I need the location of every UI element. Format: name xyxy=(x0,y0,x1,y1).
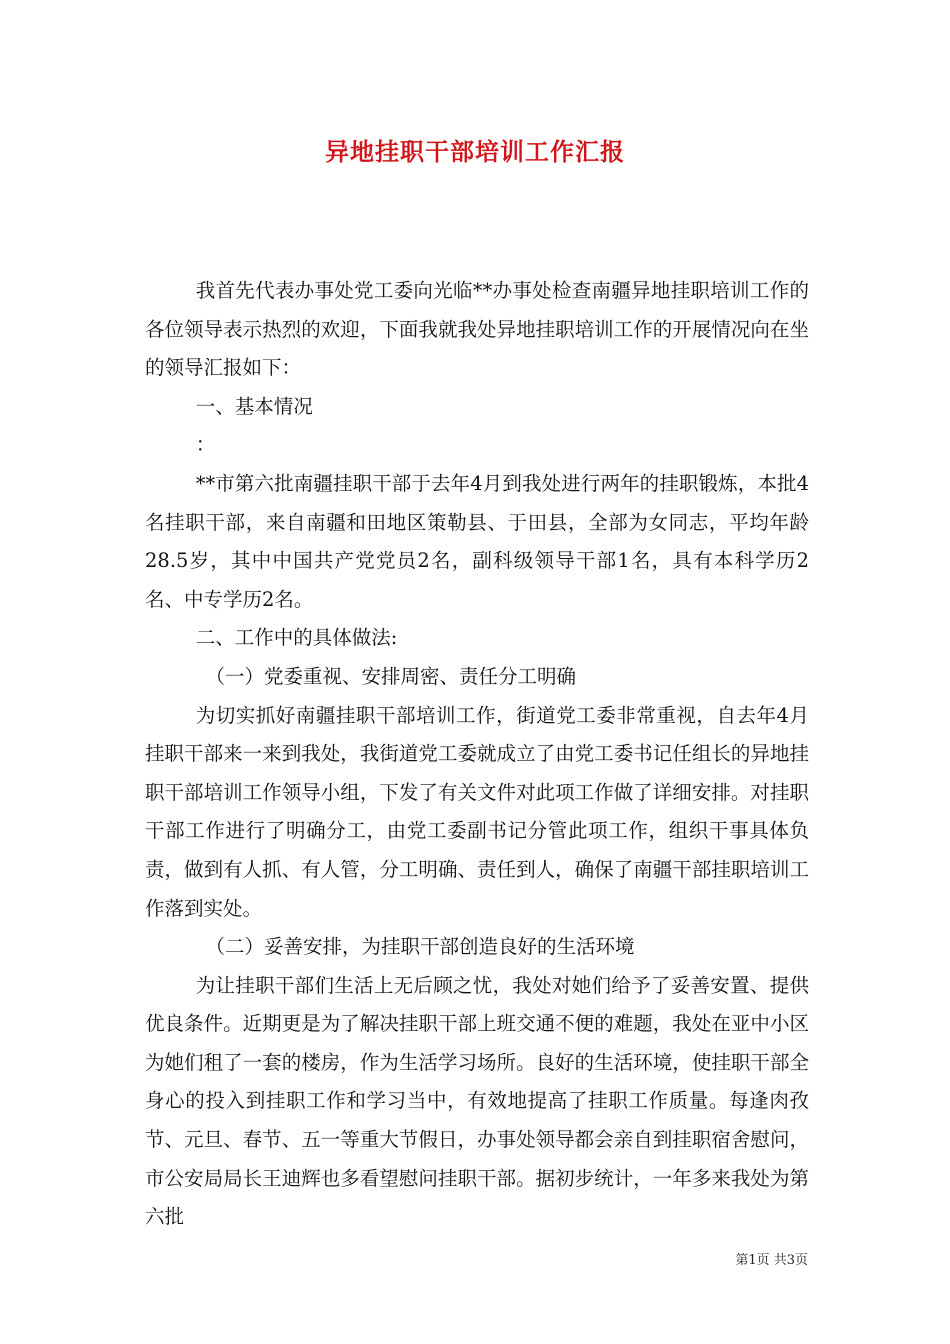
document-body xyxy=(145,272,809,1237)
colon-line: ： xyxy=(195,433,216,457)
section-heading-practices: 二、工作中的具体做法: xyxy=(195,626,398,650)
practice-1-paragraph: 为切实抓好南疆挂职干部培训工作，街道党工委非常重视，自去年4月挂职干部来一来到我处，我街道党工委就成立了由党工委书记任组长的异地挂职干部培训工作领导小组，下发了有关文件对此项工作做了详细安排。对挂职干部工作进行了明确分工，由党工委副书记分管此项工作，组织干事具体负责，做到有人抓、有人管，分工明确、责任到人，确保了南疆干部挂职培训工作落到实处。 xyxy=(145,703,809,920)
basic-info-paragraph: **市第六批南疆挂职干部于去年4月到我处进行两年的挂职锻炼，本批4名挂职干部，来自南疆和田地区策勒县、于田县，全部为女同志，平均年龄28.5岁，其中中国共产党党员2名，副科级领导干部1名，具有本科学历2名、中专学历2名。 xyxy=(145,471,809,611)
page-number: 第1页 共3页 xyxy=(735,1253,808,1268)
practice-2-paragraph: 为让挂职干部们生活上无后顾之忧，我处对她们给予了妥善安置、提供优良条件。近期更是为了解决挂职干部上班交通不便的难题，我处在亚中小区为她们租了一套的楼房，作为生活学习场所。良好的生活环境，使挂职干部全身心的投入到挂职工作和学习当中，有效地提高了挂职工作质量。每逢肉孜节、元旦、春节、五一等重大节假日，办事处领导都会亲自到挂职宿舍慰问，市公安局局长王迪辉也多看望慰问挂职干部。据初步统计，一年多来我处为第六批 xyxy=(145,973,809,1229)
intro-paragraph: 我首先代表办事处党工委向光临**办事处检查南疆异地挂职培训工作的各位领导表示热烈的欢迎，下面我就我处异地挂职培训工作的开展情况向在坐的领导汇报如下： xyxy=(145,279,809,380)
section-heading-basic: 一、基本情况 xyxy=(195,394,313,418)
subheading-1: （一）党委重视、安排周密、责任分工明确 xyxy=(205,664,576,688)
subheading-2: （二）妥善安排，为挂职干部创造良好的生活环境 xyxy=(205,935,635,959)
document-title: 异地挂职干部培训工作汇报 xyxy=(325,137,625,166)
